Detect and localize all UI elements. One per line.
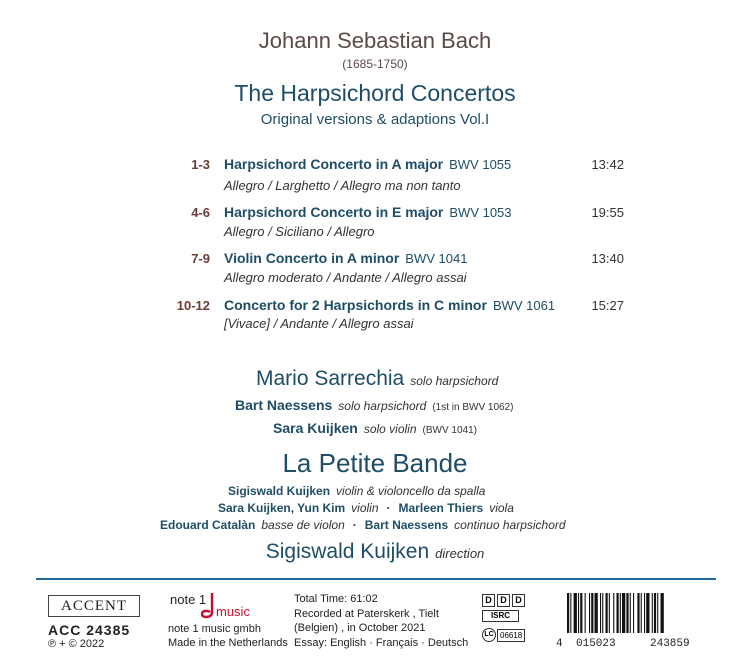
ddd-code xyxy=(482,594,525,607)
work-title: Concerto for 2 Harpsichords in C minor xyxy=(224,297,487,313)
barcode-bar xyxy=(602,593,603,633)
soloist-name: Mario Sarrechia xyxy=(256,367,405,390)
soloist-role: solo violin xyxy=(363,422,417,436)
member-name: Sara Kuijken, Yun Kim xyxy=(218,501,346,515)
soloist-role: solo harpsichord xyxy=(410,374,499,388)
recording-place: Recorded at Paterskerk , Tielt xyxy=(294,608,439,620)
barcode-bar xyxy=(630,593,631,633)
soloist-name: Sara Kuijken xyxy=(273,420,358,436)
member-name: Sigiswald Kuijken xyxy=(228,484,331,498)
member-role: violin xyxy=(351,501,379,515)
made-in: Made in the Netherlands xyxy=(168,637,288,649)
work-bwv: BWV 1061 xyxy=(492,298,556,313)
track-movements: Allegro / Siciliano / Allegro xyxy=(224,224,375,239)
note1-music-logo xyxy=(168,590,268,622)
label-code xyxy=(482,628,525,642)
member-name: Edouard Catalàn xyxy=(160,518,256,532)
director xyxy=(0,540,750,564)
work-title: Harpsichord Concerto in E major xyxy=(224,204,444,220)
ddd-letter: D xyxy=(512,594,525,607)
barcode-bar xyxy=(652,593,653,633)
barcode-bar xyxy=(574,593,577,633)
track-movements: [Vivace] / Andante / Allegro assai xyxy=(224,316,414,331)
track-time: 19:55 xyxy=(591,205,624,220)
track-numbers: 4-6 xyxy=(191,205,210,220)
logo-text-note1: note 1 xyxy=(170,592,207,607)
separator-dot: · xyxy=(386,501,391,515)
member-role: viola xyxy=(489,501,514,515)
work-title: Harpsichord Concerto in A major xyxy=(224,156,444,172)
member-role: violin & violoncello da spalla xyxy=(336,484,486,498)
isrc-badge: ISRC xyxy=(482,610,519,622)
barcode-bar xyxy=(637,593,639,633)
barcode-bar xyxy=(609,593,610,633)
ddd-letter: D xyxy=(482,594,495,607)
track-numbers: 1-3 xyxy=(191,157,210,172)
logo-text-music: music xyxy=(216,604,250,619)
soloist-3 xyxy=(273,420,477,436)
soloist-role: solo harpsichord xyxy=(338,399,427,413)
barcode-bar xyxy=(661,593,664,633)
member-name: Bart Naessens xyxy=(364,518,449,532)
barcode-bar xyxy=(617,593,619,633)
member-role: basse de violon xyxy=(261,518,345,532)
member-line xyxy=(218,501,514,515)
member-role: continuo harpsichord xyxy=(454,518,566,532)
album-title: The Harpsichord Concertos xyxy=(234,80,516,106)
distributor-name: note 1 music gmbh xyxy=(168,623,261,635)
barcode-digits-right: 243859 xyxy=(650,638,690,650)
barcode-bar xyxy=(585,593,586,633)
accent-logo: ACCENT xyxy=(48,595,140,617)
barcode-bar xyxy=(589,593,590,633)
footer-divider xyxy=(36,578,716,580)
barcode-bar xyxy=(591,593,593,633)
work-title: Violin Concerto in A minor xyxy=(224,250,400,266)
director-role: direction xyxy=(435,546,485,561)
barcode-bar xyxy=(644,593,645,633)
barcode-bar xyxy=(567,593,569,633)
track-movements: Allegro / Larghetto / Allegro ma non tanto xyxy=(224,178,461,193)
track-time: 13:42 xyxy=(591,157,624,172)
lc-number: 06618 xyxy=(497,629,525,642)
ddd-letter: D xyxy=(497,594,510,607)
composer-name: Johann Sebastian Bach xyxy=(258,28,492,53)
track-time: 15:27 xyxy=(591,298,624,313)
work-bwv: BWV 1053 xyxy=(449,205,512,220)
track-work xyxy=(224,297,555,313)
barcode-bar xyxy=(580,593,582,633)
barcode-digits-left: 015023 xyxy=(576,638,616,650)
composer-dates: (1685-1750) xyxy=(342,57,408,71)
soloist-note: (1st in BWV 1062) xyxy=(432,402,514,413)
total-time: Total Time: 61:02 xyxy=(294,593,378,605)
track-numbers: 7-9 xyxy=(191,251,210,266)
barcode-bar xyxy=(578,593,579,633)
separator-dot: · xyxy=(352,518,357,532)
track-work xyxy=(224,250,467,266)
barcode-bar xyxy=(620,593,621,633)
barcode-bar xyxy=(654,593,656,633)
copyright: ℗ + © 2022 xyxy=(48,638,105,650)
recording-date: (Belgien) , in October 2021 xyxy=(294,622,426,634)
album-subtitle: Original versions & adaptions Vol.I xyxy=(260,111,490,128)
barcode xyxy=(565,593,715,633)
director-name: Sigiswald Kuijken xyxy=(265,540,430,563)
track-work xyxy=(224,156,511,172)
barcode-bar xyxy=(633,593,634,633)
work-bwv: BWV 1041 xyxy=(405,251,468,266)
catalog-number: ACC 24385 xyxy=(48,622,131,638)
track-numbers: 10-12 xyxy=(176,298,210,313)
soloist-note: (BWV 1041) xyxy=(422,425,477,436)
barcode-bar xyxy=(570,593,571,633)
barcode-bar xyxy=(641,593,642,633)
essay-languages: Essay: English · Français · Deutsch xyxy=(294,637,469,649)
barcode-bar xyxy=(600,593,601,633)
track-time: 13:40 xyxy=(591,251,624,266)
ensemble-name: La Petite Bande xyxy=(282,448,468,478)
work-bwv: BWV 1055 xyxy=(449,157,512,172)
member-line xyxy=(228,484,485,498)
soloist-1 xyxy=(256,367,498,391)
soloist-name: Bart Naessens xyxy=(235,397,333,413)
track-work xyxy=(224,204,512,220)
member-name: Marleen Thiers xyxy=(398,501,484,515)
barcode-bar xyxy=(613,593,614,633)
barcode-bar xyxy=(622,593,625,633)
barcode-digit: 4 xyxy=(556,638,563,650)
barcode-bar xyxy=(657,593,658,633)
barcode-bar xyxy=(646,593,649,633)
barcode-bar xyxy=(606,593,608,633)
barcode-bar xyxy=(595,593,598,633)
barcode-bar xyxy=(626,593,628,633)
lc-symbol: LC xyxy=(482,628,496,642)
member-line xyxy=(160,518,566,532)
track-movements: Allegro moderato / Andante / Allegro assai xyxy=(224,270,467,285)
soloist-2 xyxy=(235,397,514,413)
